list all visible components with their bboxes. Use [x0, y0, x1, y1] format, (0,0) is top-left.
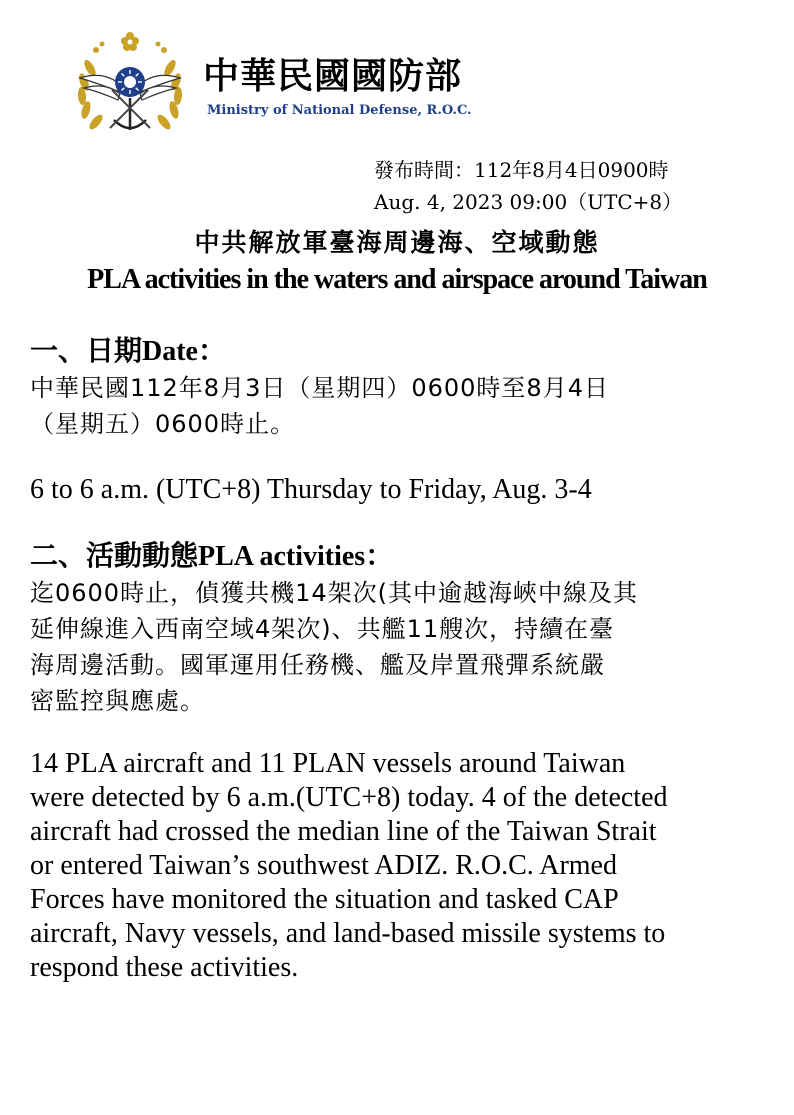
section-activities-zh-line: 迄0600時止，偵獲共機14架次(其中逾越海峽中線及其 — [30, 579, 638, 607]
section-date-zh-line: 中華民國112年8月3日（星期四）0600時至8月4日 — [30, 374, 609, 402]
section-activities-en-line: 14 PLA aircraft and 11 PLAN vessels around Taiwan — [30, 748, 626, 779]
org-name-en: Ministry of National Defense, R.O.C. — [207, 103, 472, 118]
section-date-heading: 一、日期Date： — [30, 336, 226, 367]
org-name-zh: 中華民國國防部 — [203, 56, 463, 97]
section-activities-en-line: aircraft had crossed the median line of the Taiwan Strait — [30, 816, 657, 847]
section-activities-en-line: were detected by 6 a.m.(UTC+8) today. 4 of the detected — [30, 782, 668, 813]
section-activities-en-line: aircraft, Navy vessels, and land-based missile systems to — [30, 918, 666, 949]
section-date-en: 6 to 6 a.m. (UTC+8) Thursday to Friday, Aug. 3-4 — [30, 474, 592, 505]
ministry-emblem-logo — [60, 28, 200, 140]
section-activities-heading: 二、活動動態PLA activities： — [30, 541, 394, 572]
section-activities-en-line: respond these activities. — [30, 952, 299, 983]
section-date — [30, 334, 780, 442]
section-activities-zh-line: 密監控與應處。 — [30, 687, 205, 715]
document-title-zh: 中共解放軍臺海周邊海、空域動態 — [194, 228, 600, 257]
section-date-zh-line: （星期五）0600時止。 — [30, 410, 296, 438]
sun-emblem-icon — [115, 67, 145, 97]
section-activities-zh-line: 延伸線進入西南空域4架次)、共艦11艘次，持續在臺 — [30, 615, 615, 643]
document-title-en: PLA activities in the waters and airspace around Taiwan — [87, 264, 707, 295]
section-activities-zh-line: 海周邊活動。國軍運用任務機、艦及岸置飛彈系統嚴 — [30, 651, 605, 679]
release-time — [374, 154, 682, 218]
section-activities-en-line: or entered Taiwan’s southwest ADIZ. R.O.C. Armed — [30, 850, 617, 881]
plum-blossom-icon — [121, 32, 139, 51]
section-activities-en-line: Forces have monitored the situation and tasked CAP — [30, 884, 619, 915]
anchor-icon — [114, 98, 146, 130]
wreath-left-icon — [77, 58, 105, 131]
release-time-en: Aug. 4, 2023 09:00（UTC+8） — [374, 190, 683, 214]
section-activities-en — [30, 747, 780, 985]
section-activities — [30, 539, 780, 719]
release-time-zh: 發布時間：112年8月4日0900時 — [374, 158, 669, 182]
wreath-right-icon — [155, 58, 183, 131]
